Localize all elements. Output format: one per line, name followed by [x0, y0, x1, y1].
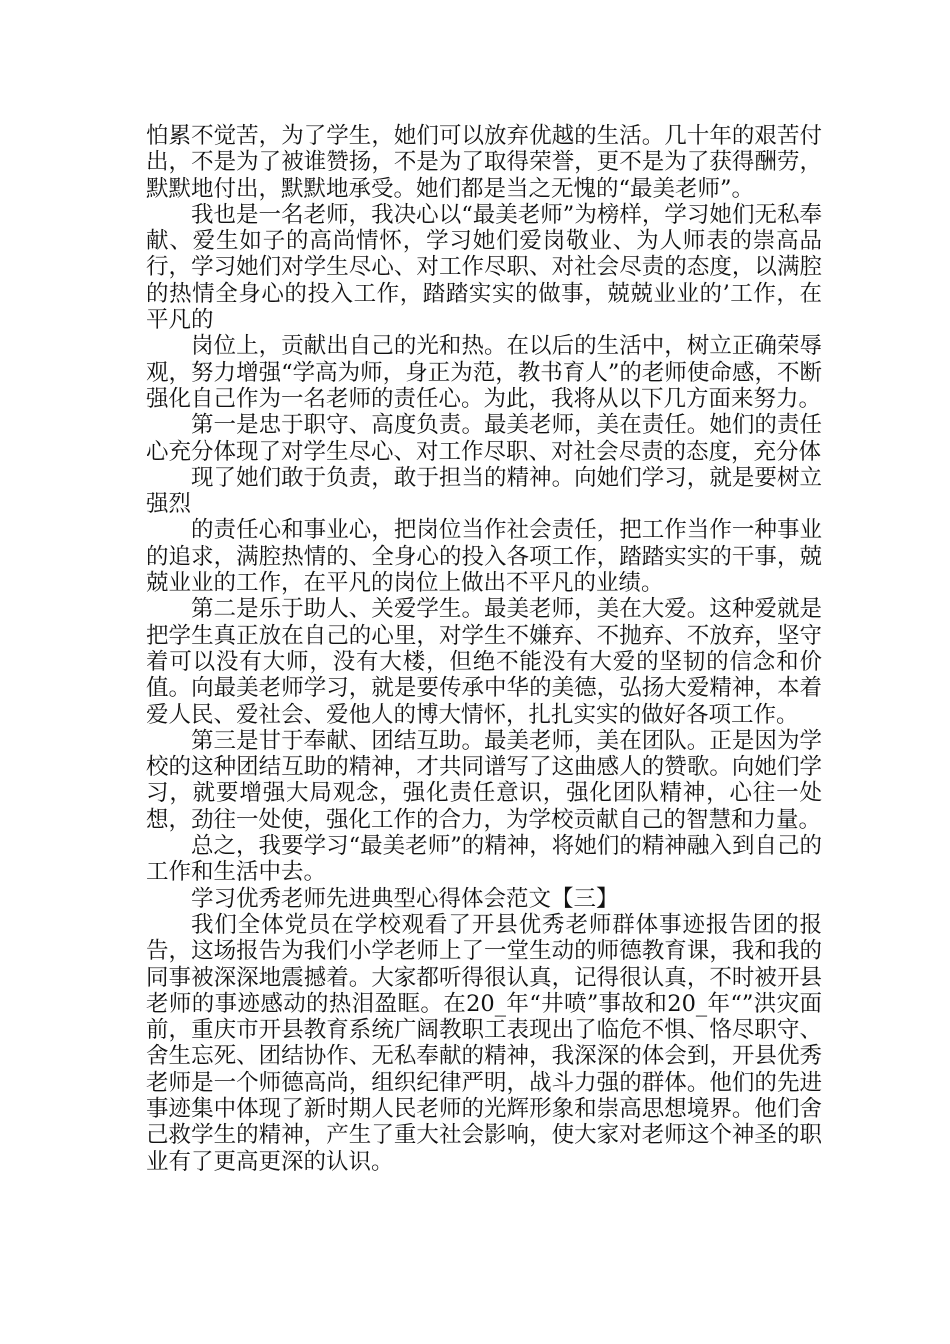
- paragraph: 我们全体党员在学校观看了开县优秀老师群体事迹报告团的报告，这场报告为我们小学老师上了一堂生动的师德教育课，我和我的同事被深深地震撼着。大家都听得很认真，记得很认真，不时被开县老师的事迹感动的热泪盈眶。在20_年“井喷”事故和20_年“”洪灾面前，重庆市开县教育系统广阔教职工表现出了临危不惧、恪尽职守、舍生忘死、团结协作、无私奉献的精神，我深深的体会到，开县优秀老师是一个师德高尚，组织纪律严明，战斗力强的群体。他们的先进事迹集中体现了新时期人民老师的光辉形象和崇高思想境界。他们舍己救学生的精神，产生了重大社会影响，使大家对老师这个神圣的职业有了更高更深的认识。: [146, 911, 822, 1175]
- paragraph: 总之，我要学习“最美老师”的精神，将她们的精神融入到自己的工作和生活中去。: [146, 833, 822, 886]
- paragraph: 第二是乐于助人、关爱学生。最美老师，美在大爱。这种爱就是把学生真正放在自己的心里，对学生不嫌弃、不抛弃、不放弃，坚守着可以没有大师，没有大楼，但绝不能没有大爱的坚韧的信念和价值。向最美老师学习，就是要传承中华的美德，弘扬大爱精神，本着爱人民、爱社会、爱他人的博大情怀，扎扎实实的做好各项工作。: [146, 596, 822, 728]
- paragraph: 第一是忠于职守、高度负责。最美老师，美在责任。她们的责任心充分体现了对学生尽心、对工作尽职、对社会尽责的态度，充分体: [146, 412, 822, 465]
- paragraph: 现了她们敢于负责，敢于担当的精神。向她们学习，就是要树立强烈: [146, 464, 822, 518]
- paragraph: 岗位上，贡献出自己的光和热。在以后的生活中，树立正确荣辱观，努力增强“学高为师，身正为范，教书育人”的老师使命感，不断强化自己作为一名老师的责任心。为此，我将从以下几方面来努力。: [146, 333, 822, 412]
- paragraph: 怕累不觉苦，为了学生，她们可以放弃优越的生活。几十年的艰苦付出，不是为了被谁赞扬，不是为了取得荣誉，更不是为了获得酬劳，默默地付出，默默地承受。她们都是当之无愧的“最美老师”。: [146, 123, 822, 202]
- paragraph: 第三是甘于奉献、团结互助。最美老师，美在团队。正是因为学校的这种团结互助的精神，才共同谱写了这曲感人的赞歌。向她们学习，就要增强大局观念，强化责任意识，强化团队精神，心往一处想，劲往一处使，强化工作的合力，为学校贡献自己的智慧和力量。: [146, 727, 822, 833]
- section-heading: 学习优秀老师先进典型心得体会范文【三】: [191, 885, 619, 912]
- document-body: [146, 123, 822, 1175]
- paragraph: 的责任心和事业心，把岗位当作社会责任，把工作当作一种事业的追求，满腔热情的、全身心的投入各项工作，踏踏实实的干事，兢兢业业的工作，在平凡的岗位上做出不平凡的业绩。: [146, 517, 822, 597]
- paragraph: 我也是一名老师，我决心以“最美老师”为榜样，学习她们无私奉献、爱生如子的高尚情怀，学习她们爱岗敬业、为人师表的崇高品行，学习她们对学生尽心、对工作尽职、对社会尽责的态度，以满腔的热情全身心的投入工作，踏踏实实的做事，兢兢业业的’工作，在平凡的: [146, 201, 822, 334]
